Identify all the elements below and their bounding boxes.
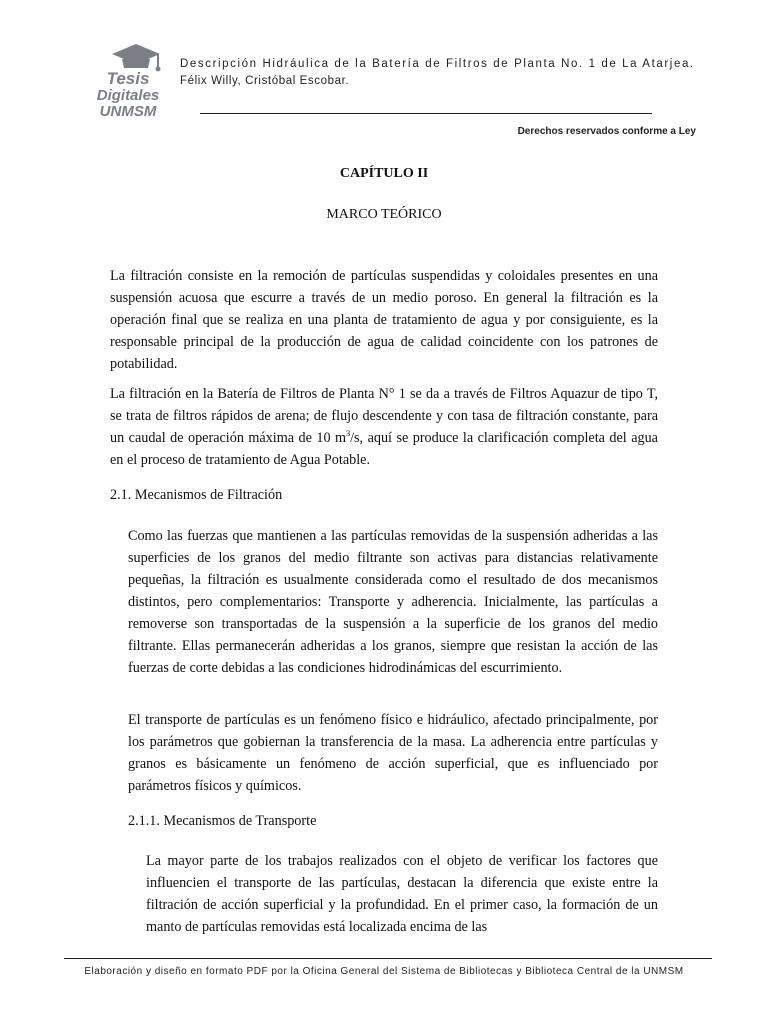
paragraph-3: Como las fuerzas que mantienen a las partículas removidas de la suspensión adheridas a las superficies de los granos del medio filtrante son activas para distancias relativamente pequeñas, la filtración es usualmente considerada como el resultado de dos mecanismos distintos, pero complementarios: Transporte y adherencia. Inicialmente, las partículas a removerse son transportadas de la suspensión a la superficie de los granos del medio filtrante. Ellas permanecerán adheridas a los granos, siempre que resistan la acción de las fuerzas de corte debidas a las condiciones hidrodinámicas del escurrimiento. bbox=[128, 528, 658, 676]
document-title: Descripción Hidráulica de la Batería de Filtros de Planta No. 1 de La Atarjea. bbox=[180, 58, 695, 70]
document-header bbox=[180, 56, 700, 90]
paragraph-2-part1: La filtración en la Batería de Filtros de Planta N° 1 se da a través de Filtros Aquazur de tipo T, se trata de filtros rápidos de arena; de flujo descendente y con tasa de filtración constante, para un caudal de operación máxima de 10 m bbox=[110, 386, 658, 446]
paragraph-4: El transporte de partículas es un fenómeno físico e hidráulico, afectado principalmente, por los parámetros que gobiernan la transferencia de la masa. La adherencia entre partículas y granos es básicamente un fenómeno de acción superficial, que es influenciado por parámetros físicos y químicos. bbox=[128, 712, 658, 794]
footer-divider bbox=[64, 958, 712, 959]
heading-2-1: 2.1. Mecanismos de Filtración bbox=[110, 487, 283, 503]
footer-credit: Elaboración y diseño en formato PDF por la Oficina General del Sistema de Bibliotecas y Biblioteca Central de la UNMSM bbox=[84, 966, 684, 977]
paragraph-2 bbox=[110, 383, 658, 471]
logo-line1: Tesis bbox=[106, 69, 150, 88]
logo-line2: Digitales bbox=[96, 87, 160, 104]
graduation-cap-icon bbox=[88, 40, 170, 120]
paragraph-2-part2: /s, aquí se produce la clarificación completa del agua en el proceso de tratamiento de Agua Potable. bbox=[110, 430, 658, 468]
paragraph-5: La mayor parte de los trabajos realizados con el objeto de verificar los factores que influencien el transporte de las partículas, destacan la diferencia que existe entre la filtración de acción superficial y la profundidad. En el primer caso, la formación de un manto de partículas removidas está localizada encima de las bbox=[146, 853, 658, 935]
rights-notice: Derechos reservados conforme a Ley bbox=[517, 126, 696, 137]
document-authors: Félix Willy, Cristóbal Escobar. bbox=[180, 75, 350, 87]
paragraph-1: La filtración consiste en la remoción de partículas suspendidas y coloidales presentes en una suspensión acuosa que escurre a través de un medio poroso. En general la filtración es la operación final que se realiza en una planta de tratamiento de agua y por consiguiente, es la responsable principal de la producción de agua de calidad coincidente con los patrones de potabilidad. bbox=[110, 268, 658, 372]
heading-2-1-1: 2.1.1. Mecanismos de Transporte bbox=[128, 813, 317, 829]
tesis-digitales-logo bbox=[88, 40, 170, 120]
header-divider bbox=[200, 113, 652, 114]
logo-line3: UNMSM bbox=[99, 103, 157, 120]
chapter-subtitle: MARCO TEÓRICO bbox=[326, 207, 442, 222]
superscript-3: 3 bbox=[346, 429, 351, 438]
chapter-title: CAPÍTULO II bbox=[339, 166, 429, 181]
